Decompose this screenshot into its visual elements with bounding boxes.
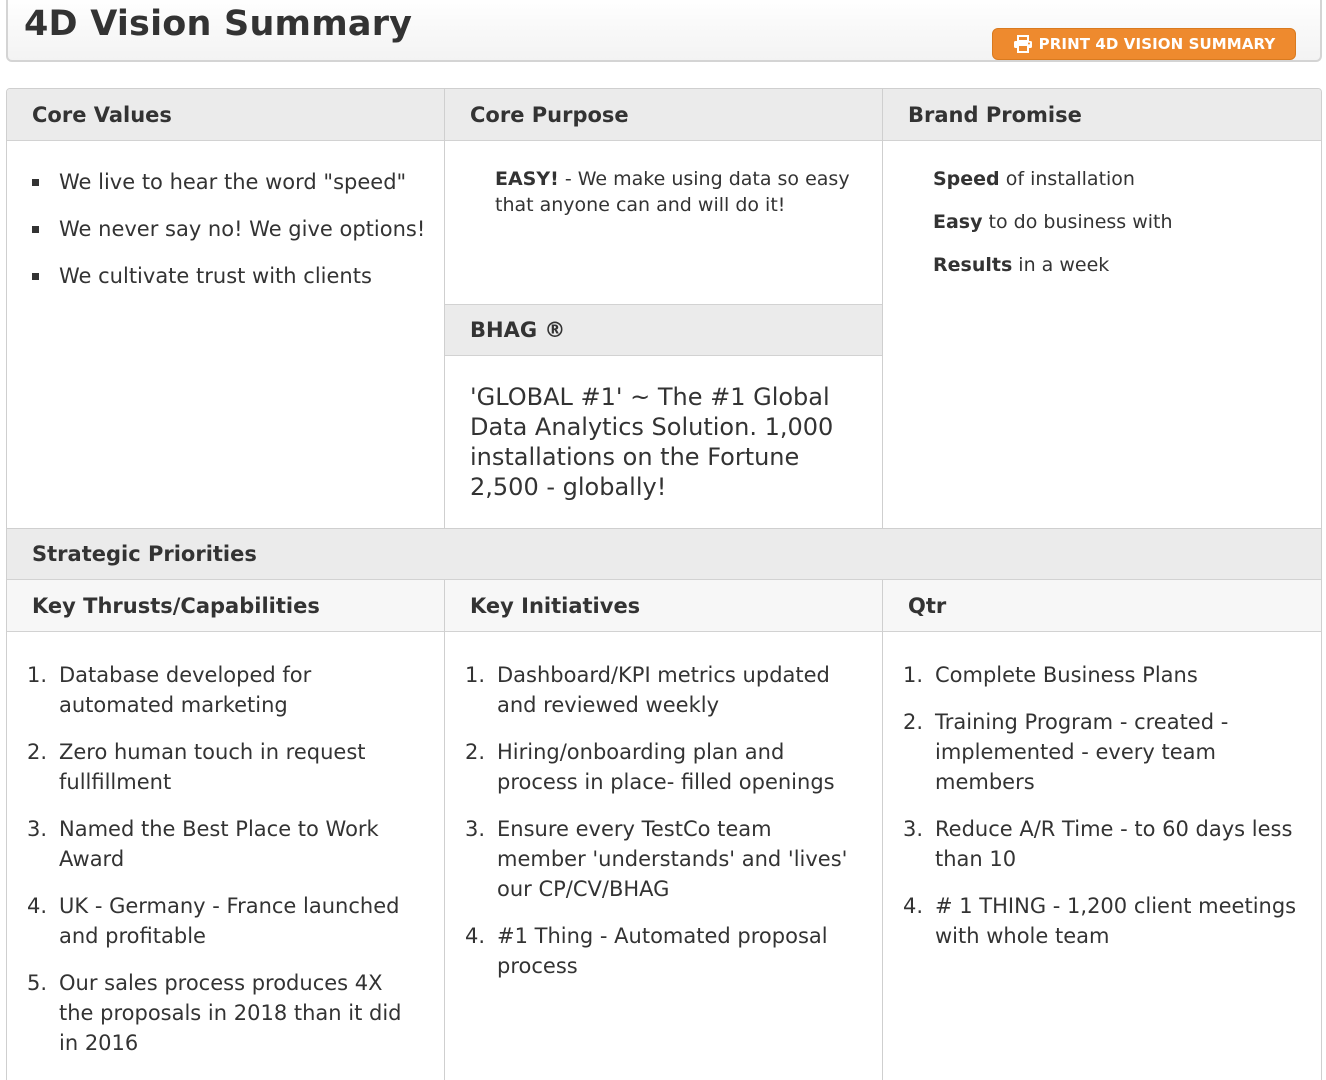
divider bbox=[444, 580, 445, 1080]
qtr-heading: Qtr bbox=[883, 580, 1322, 632]
list-item: Easy to do business with bbox=[933, 211, 1173, 233]
key-thrusts-heading: Key Thrusts/Capabilities bbox=[7, 580, 445, 632]
list-item: 4. # 1 THING - 1,200 client meetings with whole team bbox=[903, 894, 1297, 948]
core-purpose-bold: EASY! bbox=[495, 168, 559, 190]
list-item: 1. Complete Business Plans bbox=[903, 663, 1198, 687]
bhag-heading: BHAG ® bbox=[445, 304, 883, 356]
divider bbox=[444, 89, 445, 528]
list-item: 1. Database developed for automated marketing bbox=[27, 663, 312, 717]
list-item: 5. Our sales process produces 4X the proposals in 2018 than it did in 2016 bbox=[27, 971, 402, 1055]
list-item: We cultivate trust with clients bbox=[29, 263, 429, 289]
core-purpose-heading: Core Purpose bbox=[445, 89, 883, 141]
list-item: 1. Dashboard/KPI metrics updated and reviewed weekly bbox=[465, 663, 830, 717]
core-purpose-body: - We make using data so easy that anyone can and will do it! bbox=[495, 168, 850, 216]
divider bbox=[882, 89, 883, 528]
key-initiatives-heading: Key Initiatives bbox=[445, 580, 883, 632]
brand-promise-heading: Brand Promise bbox=[883, 89, 1322, 141]
print-summary-button[interactable] bbox=[992, 28, 1296, 60]
list-item: 2. Hiring/onboarding plan and process in place- filled openings bbox=[465, 740, 835, 794]
list-item: Results in a week bbox=[933, 254, 1110, 276]
key-initiatives-list bbox=[465, 660, 865, 998]
list-item: 2. Zero human touch in request fullfillment bbox=[27, 740, 366, 794]
strategic-priorities-heading: Strategic Priorities bbox=[7, 528, 1322, 580]
print-button-label: PRINT 4D VISION SUMMARY bbox=[1038, 35, 1276, 53]
list-item: 3. Ensure every TestCo team member 'understands' and 'lives' our CP/CV/BHAG bbox=[465, 817, 848, 901]
list-item: 2. Training Program - created - implemented - every team members bbox=[903, 710, 1229, 794]
brand-promise-list bbox=[933, 166, 1293, 295]
list-item: Speed of installation bbox=[933, 168, 1135, 190]
page-header bbox=[6, 0, 1322, 62]
divider bbox=[882, 580, 883, 1080]
list-item: 4. #1 Thing - Automated proposal process bbox=[465, 924, 828, 978]
core-purpose-text bbox=[495, 166, 855, 218]
list-item: We live to hear the word "speed" bbox=[29, 169, 429, 195]
key-thrusts-list bbox=[27, 660, 422, 1075]
list-item: We never say no! We give options! bbox=[29, 216, 429, 242]
list-item: 3. Reduce A/R Time - to 60 days less than 10 bbox=[903, 817, 1293, 871]
qtr-list bbox=[903, 660, 1303, 968]
core-values-list bbox=[29, 169, 429, 310]
bhag-text: 'GLOBAL #1' ~ The #1 Global Data Analytics Solution. 1,000 installations on the Fortune 2,500 - globally! bbox=[470, 383, 834, 501]
printer-icon bbox=[1013, 35, 1033, 53]
list-item: 4. UK - Germany - France launched and profitable bbox=[27, 894, 400, 948]
core-values-heading: Core Values bbox=[7, 89, 445, 141]
vision-summary-panel bbox=[6, 88, 1322, 1080]
list-item: 3. Named the Best Place to Work Award bbox=[27, 817, 379, 871]
page-title: 4D Vision Summary bbox=[24, 4, 413, 44]
